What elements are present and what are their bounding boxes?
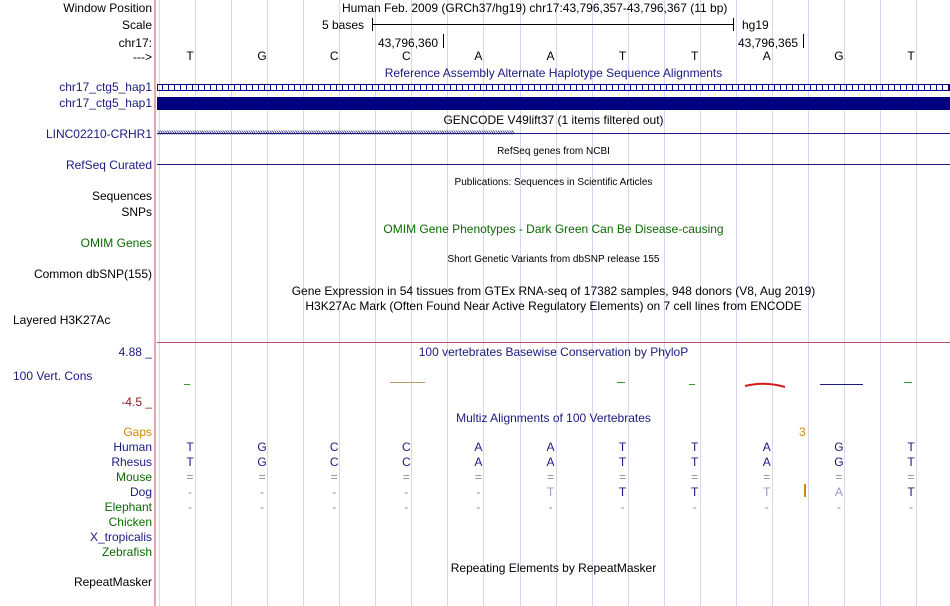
phylop-mark-1 [184, 384, 190, 385]
scale-bases-text: 5 bases [322, 18, 365, 32]
phylop-min-value: -4.5 _ [121, 395, 152, 409]
alignment-base: T [691, 455, 699, 469]
alignment-base: - [332, 485, 337, 499]
alignment-base: = [763, 470, 771, 484]
label-column-divider [154, 0, 156, 606]
repeatmasker-track-title[interactable]: Repeating Elements by RepeatMasker [450, 561, 657, 575]
alignment-base: = [546, 470, 554, 484]
alignment-base: T [907, 440, 915, 454]
alignment-base: = [402, 470, 410, 484]
omim-label[interactable]: OMIM Genes [80, 236, 152, 250]
h3k27ac-label[interactable]: Layered H3K27Ac [13, 313, 111, 327]
coord-right-tick [803, 34, 804, 48]
alignment-base: A [762, 440, 771, 454]
alt-hap-item-1-label[interactable]: chr17_ctg5_hap1 [59, 80, 152, 94]
coord-left: 43,796,360 [378, 36, 439, 50]
alignment-base: T [618, 440, 627, 454]
reference-bases-row [0, 49, 950, 63]
species-label-mouse[interactable]: Mouse [115, 470, 152, 484]
alignment-base: G [834, 455, 844, 469]
phylop-signal-plot[interactable] [157, 370, 950, 395]
alignment-base: - [404, 485, 409, 499]
alignment-base: - [476, 500, 481, 514]
reference-base: A [546, 49, 555, 63]
reference-base: T [186, 49, 194, 63]
alignment-base: = [330, 470, 338, 484]
alignment-base: - [909, 500, 913, 514]
alignment-base: A [546, 440, 555, 454]
species-bases-elephant [0, 500, 950, 514]
refseq-track-title[interactable]: RefSeq genes from NCBI [497, 146, 610, 157]
alignment-base: - [836, 500, 841, 514]
alignment-base: - [332, 500, 337, 514]
alignment-base: T [907, 455, 915, 469]
species-bases-mouse [0, 470, 950, 484]
alignment-base: = [691, 470, 699, 484]
alignment-base: A [474, 455, 483, 469]
alignment-base: = [474, 470, 482, 484]
coord-left-tick [443, 34, 444, 48]
alignment-base: A [834, 485, 843, 499]
h3k27ac-signal-line [157, 342, 950, 343]
alignment-base: A [762, 455, 771, 469]
alignment-base: = [186, 470, 194, 484]
alignment-base: T [907, 485, 915, 499]
phylop-mark-5 [745, 384, 785, 387]
reference-base: C [329, 49, 339, 63]
gencode-gene-label[interactable]: LINC02210-CRHR1 [45, 127, 152, 141]
alt-haplotype-title[interactable]: Reference Assembly Alternate Haplotype Sequence Alignments [384, 66, 723, 80]
alignment-base: T [618, 485, 627, 499]
refseq-gene-line[interactable] [157, 164, 950, 165]
alignment-base: T [546, 485, 555, 499]
multiz-track-title[interactable]: Multiz Alignments of 100 Vertebrates [456, 411, 651, 425]
alignment-base: - [692, 500, 697, 514]
species-label-dog[interactable]: Dog [129, 485, 152, 499]
alignment-base: - [476, 485, 481, 499]
dbsnp-label[interactable]: Common dbSNP(155) [33, 267, 152, 281]
reference-base: G [834, 49, 844, 63]
alignment-base: T [186, 455, 194, 469]
alignment-base: T [186, 440, 194, 454]
phylop-track-title[interactable]: 100 vertebrates Basewise Conservation by PhyloP [418, 345, 689, 359]
alignment-base: G [834, 440, 844, 454]
alt-hap-item-2-bar[interactable] [157, 97, 950, 110]
alignment-base: G [257, 455, 267, 469]
reference-base: T [618, 49, 627, 63]
alignment-base: T [618, 455, 627, 469]
alignment-base: G [257, 440, 267, 454]
alignment-base: T [763, 485, 771, 499]
alt-hap-item-1-bar[interactable] [157, 84, 950, 91]
alignment-base: C [401, 455, 411, 469]
alignment-base: - [548, 500, 553, 514]
species-label-human[interactable]: Human [113, 440, 152, 454]
phylop-mark-6 [820, 384, 863, 385]
reference-base: G [257, 49, 267, 63]
species-label-rhesus[interactable]: Rhesus [111, 455, 152, 469]
publications-sequences-label[interactable]: Sequences [91, 189, 152, 203]
alignment-base: T [691, 485, 699, 499]
alignment-base: - [620, 500, 625, 514]
reference-base: C [401, 49, 411, 63]
alt-hap-item-2-label[interactable]: chr17_ctg5_hap1 [59, 96, 152, 110]
alignment-base: C [329, 455, 339, 469]
alignment-base: - [764, 500, 769, 514]
assembly-position-text[interactable]: Human Feb. 2009 (GRCh37/hg19) chr17:43,796,357-43,796,367 (11 bp) [342, 1, 728, 15]
alignment-base: C [329, 440, 339, 454]
reference-base: T [907, 49, 915, 63]
dbsnp-track-title[interactable]: Short Genetic Variants from dbSNP release 155 [447, 254, 660, 265]
alignment-base: C [401, 440, 411, 454]
species-bases-dog [0, 485, 950, 499]
gencode-track-title[interactable]: GENCODE V49lift37 (1 items filtered out) [443, 113, 664, 127]
species-label-chicken[interactable]: Chicken [108, 515, 152, 529]
coord-right: 43,796,365 [738, 36, 799, 50]
reference-base: T [691, 49, 699, 63]
chrom-label: chr17: [118, 36, 152, 50]
gencode-gene-backbone [157, 133, 950, 134]
publications-track-title[interactable]: Publications: Sequences in Scientific Articles [454, 177, 653, 188]
alignment-base: = [907, 470, 915, 484]
strand-arrow-label: ---> [133, 50, 152, 64]
refseq-label[interactable]: RefSeq Curated [65, 158, 152, 172]
phylop-mark-2 [390, 382, 425, 383]
alignment-base: A [474, 440, 483, 454]
alignment-base: - [188, 485, 192, 499]
gtex-track-title[interactable]: Gene Expression in 54 tissues from GTEx RNA-seq of 17382 samples, 948 donors (V8, Aug 2019) [291, 284, 816, 298]
alignment-base: - [404, 500, 409, 514]
gap-count: 3 [799, 425, 806, 439]
species-bases-rhesus [0, 455, 950, 469]
species-label-zebrafish[interactable]: Zebrafish [101, 545, 152, 559]
alignment-base: = [835, 470, 843, 484]
gaps-label: Gaps [123, 425, 152, 439]
h3k27ac-track-title[interactable]: H3K27Ac Mark (Often Found Near Active Regulatory Elements) on 7 cell lines from ENCODE [305, 299, 802, 313]
scale-label: Scale [121, 18, 152, 32]
phylop-mark-7 [904, 382, 912, 383]
repeatmasker-label[interactable]: RepeatMasker [73, 575, 152, 589]
phylop-mark-4 [689, 384, 695, 385]
alignment-base: = [258, 470, 266, 484]
scale-bar [372, 18, 734, 31]
species-label-x-tropicalis[interactable]: X_tropicalis [89, 530, 152, 544]
publications-snps-label[interactable]: SNPs [121, 205, 152, 219]
species-label-elephant[interactable]: Elephant [104, 500, 152, 514]
reference-base: A [762, 49, 771, 63]
alignment-base: = [619, 470, 627, 484]
alignment-base: - [188, 500, 192, 514]
phylop-mark-3 [617, 382, 625, 383]
alignment-base: - [260, 500, 265, 514]
phylop-max-value: 4.88 _ [118, 345, 152, 359]
db-name: hg19 [742, 18, 769, 32]
alignment-base: A [546, 455, 555, 469]
reference-base: A [474, 49, 483, 63]
phylop-label[interactable]: 100 Vert. Cons [13, 369, 93, 383]
alignment-base: T [691, 440, 699, 454]
alignment-base: - [260, 485, 265, 499]
omim-track-title[interactable]: OMIM Gene Phenotypes - Dark Green Can Be Disease-causing [383, 222, 724, 236]
window-position-label: Window Position [63, 1, 152, 15]
species-bases-human [0, 440, 950, 454]
